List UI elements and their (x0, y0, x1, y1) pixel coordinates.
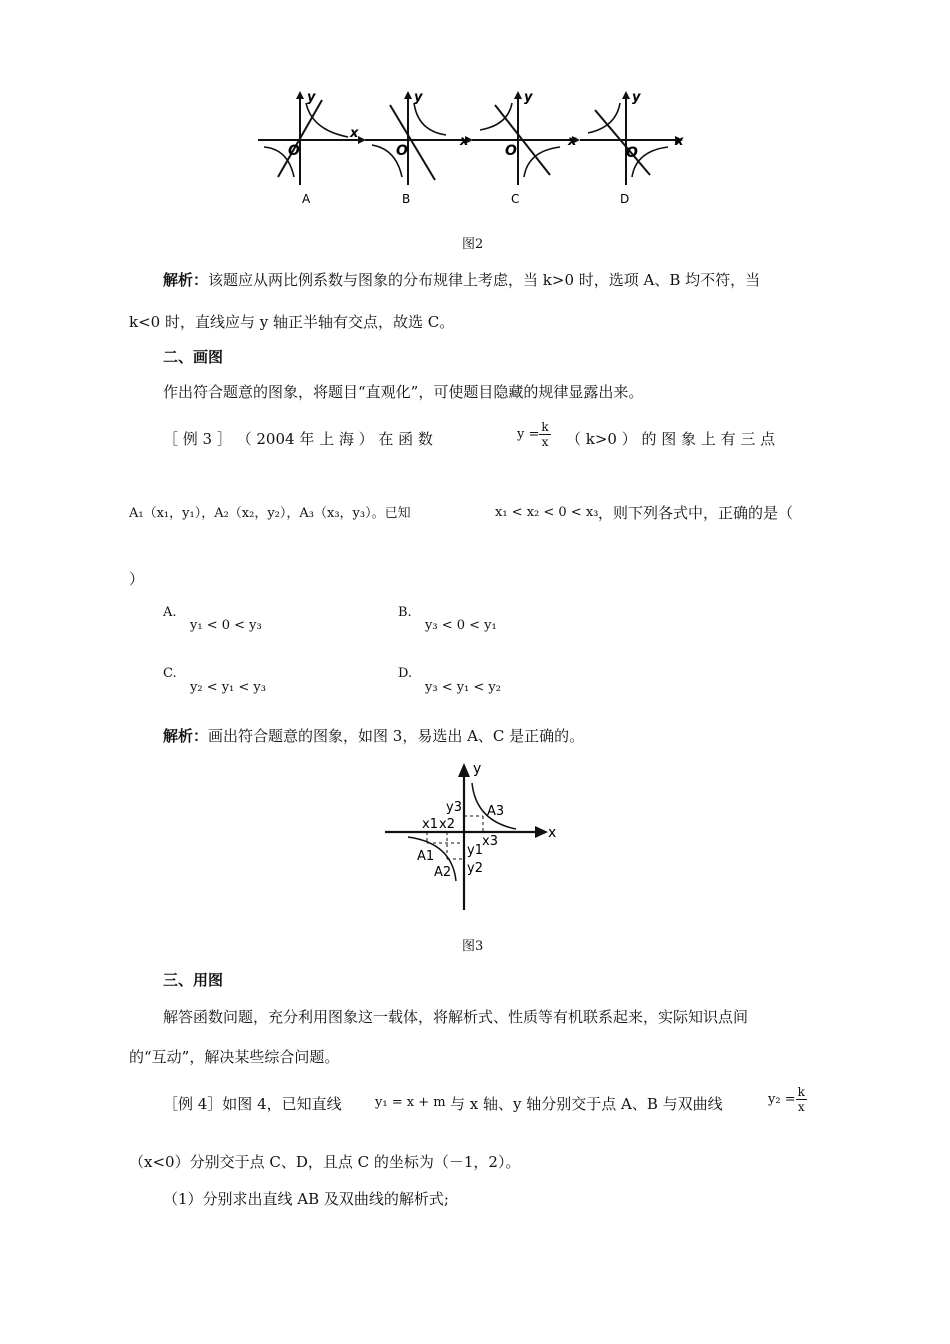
example-4-prefix: ［例 4］如图 4，已知直线 (163, 1095, 342, 1113)
example-4-line-2: （x<0）分别交于点 C、D，且点 C 的坐标为（－1，2）。 (129, 1153, 521, 1171)
hyperbola-denominator: x (797, 1100, 805, 1114)
option-a-label: A. (163, 605, 177, 620)
analysis-1-line-2: k<0 时，直线应与 y 轴正半轴有交点，故选 C。 (129, 313, 455, 331)
label-a3: A3 (487, 804, 505, 819)
section-3-heading: 三、用图 (163, 971, 224, 989)
section-2-heading: 二、画图 (163, 348, 224, 366)
example-3-prefix: ［ 例 3 ］ （ 2004 年 上 海 ） 在 函 数 (163, 430, 433, 448)
option-b-expr: y₃ < 0 < y₁ (425, 618, 497, 633)
analysis-2-line (163, 725, 584, 746)
graph-b (365, 91, 473, 185)
option-label-a: A (302, 192, 311, 206)
example-4-mid: 与 x 轴、y 轴分别交于点 A、B 与双曲线 (450, 1095, 723, 1113)
example-3-condition: x₁ < x₂ < 0 < x₃ (495, 505, 599, 520)
hyperbola-numerator: k (797, 1085, 805, 1099)
option-label-c: C (511, 192, 520, 206)
section-3-para-line-1: 解答函数问题，充分利用图象这一载体，将解析式、性质等有机联系起来，实际知识点间 (163, 1008, 749, 1026)
hyperbola-fraction (796, 1085, 807, 1114)
label-y1: y1 (467, 843, 483, 858)
label-x3: x3 (482, 834, 498, 849)
axis-x-label-b: x (460, 134, 469, 149)
option-d-label: D. (398, 666, 413, 681)
figure-2-caption: 图2 (462, 237, 484, 252)
example-3-question-tail: ，则下列各式中，正确的是（ (598, 504, 794, 522)
hyperbola-lhs: y₂ = (768, 1092, 796, 1107)
figure-3-caption: 图3 (462, 939, 484, 954)
function-lhs: y = (517, 427, 540, 442)
option-a-expr: y₁ < 0 < y₃ (190, 618, 262, 633)
label-a2: A2 (434, 865, 452, 880)
graph-d (580, 91, 683, 185)
analysis-label: 解析： (163, 271, 209, 289)
figure-2 (250, 85, 690, 210)
origin-label-d: O (626, 145, 638, 161)
option-label-d: D (620, 192, 630, 206)
function-fraction (539, 420, 550, 449)
axis-y-label-b: y (414, 90, 423, 105)
label-x2: x2 (439, 817, 455, 832)
example-3-function (517, 420, 551, 449)
example-3-close-paren: ） (129, 570, 145, 588)
analysis-1-text: 该题应从两比例系数与图象的分布规律上考虑，当 k>0 时，选项 A、B 均不符，当 (208, 271, 761, 289)
axis-y-label-c: y (524, 90, 533, 105)
example-4-question-1: （1）分别求出直线 AB 及双曲线的解析式; (163, 1190, 449, 1208)
example-3-suffix: （ k>0 ） 的 图 象 上 有 三 点 (566, 430, 776, 448)
axis-x-label-c: x (568, 134, 577, 149)
origin-label-a: O (288, 143, 300, 159)
analysis-1-line-1 (163, 269, 760, 290)
origin-label-b: O (396, 143, 408, 159)
option-c-label: C. (163, 666, 177, 681)
analysis-label: 解析： (163, 727, 209, 745)
figure-3 (380, 755, 570, 915)
section-2-intro: 作出符合题意的图象，将题目“直观化”，可使题目隐藏的规律显露出来。 (163, 383, 644, 401)
axis-y-label-a: y (307, 90, 316, 105)
option-c-expr: y₂ < y₁ < y₃ (190, 680, 266, 695)
axis-x-label-a: x (350, 126, 359, 141)
function-numerator: k (541, 420, 549, 434)
axis-x-label: x (548, 825, 557, 841)
axis-x-label-d: x (675, 134, 684, 149)
option-d-expr: y₃ < y₁ < y₂ (425, 680, 501, 695)
option-b-label: B. (398, 605, 412, 620)
section-3-para-line-2: 的“互动”，解决某些综合问题。 (129, 1048, 340, 1066)
option-label-b: B (402, 192, 411, 206)
label-a1: A1 (417, 849, 435, 864)
axis-y-label: y (473, 761, 482, 777)
graph-c (472, 91, 580, 185)
example-3-points: A₁（x₁，y₁），A₂（x₂，y₂），A₃（x₃，y₃）。已知 (129, 506, 411, 521)
label-y3: y3 (446, 800, 462, 815)
origin-label-c: O (505, 143, 517, 159)
label-y2: y2 (467, 861, 483, 876)
example-4-hyperbola (768, 1085, 807, 1114)
axis-y-label-d: y (632, 90, 641, 105)
example-4-line-equation: y₁ = x + m (375, 1095, 446, 1110)
function-denominator: x (541, 435, 549, 449)
label-x1: x1 (422, 817, 438, 832)
analysis-2-text: 画出符合题意的图象，如图 3，易选出 A、C 是正确的。 (208, 727, 585, 745)
